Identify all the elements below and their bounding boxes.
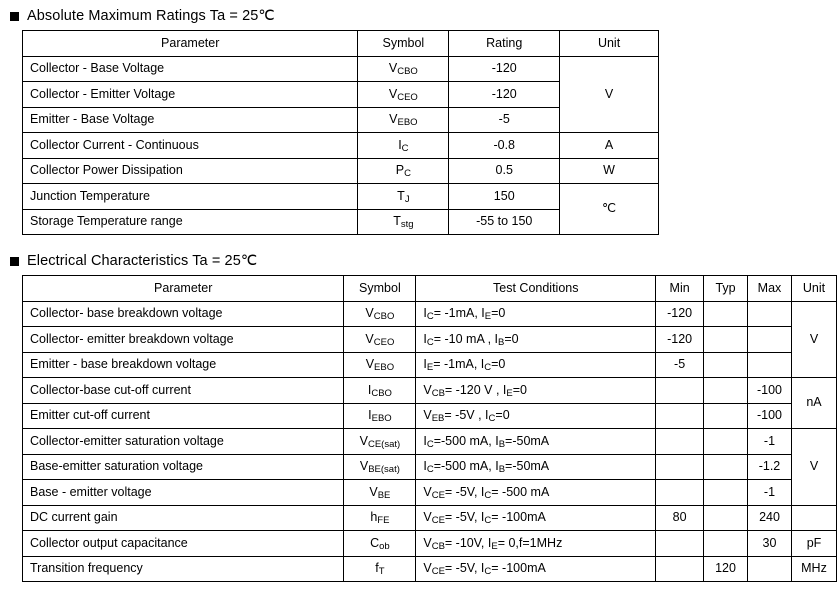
symbol-main: h <box>370 510 378 525</box>
cell-symbol <box>358 158 449 184</box>
cell-symbol <box>344 403 416 429</box>
cell-test-conditions: VCE= -5V, IC= -100mA <box>416 505 656 531</box>
symbol-main: V <box>359 433 368 448</box>
table-row <box>23 531 837 557</box>
cell-unit: MHz <box>791 556 836 582</box>
symbol-subscript: CBO <box>397 66 418 78</box>
cell-rating: -120 <box>449 82 560 108</box>
cell-min <box>656 403 704 429</box>
cell-parameter: Emitter - base breakdown voltage <box>23 352 344 378</box>
cell-min <box>656 480 704 506</box>
cell-max: -100 <box>748 378 792 404</box>
section-heading-electrical-characteristics <box>10 253 840 269</box>
cell-symbol <box>358 184 449 210</box>
table-header-row <box>23 276 837 302</box>
cell-parameter: Emitter - Base Voltage <box>23 107 358 133</box>
table-row <box>23 429 837 455</box>
section-heading-absolute-maximum-ratings <box>10 8 840 24</box>
cell-test-conditions: VCE= -5V, IC= -100mA <box>416 556 656 582</box>
symbol-subscript: EBO <box>374 362 395 374</box>
cell-max: -100 <box>748 403 792 429</box>
cell-typ <box>704 327 748 353</box>
cell-typ: 120 <box>704 556 748 582</box>
cell-min <box>656 429 704 455</box>
square-bullet-icon <box>10 12 19 21</box>
table-row <box>23 352 837 378</box>
cell-symbol <box>344 352 416 378</box>
cell-min <box>656 378 704 404</box>
symbol-main: V <box>365 306 374 321</box>
symbol-subscript: FE <box>377 515 390 527</box>
cell-unit: pF <box>791 531 836 557</box>
cell-typ <box>704 403 748 429</box>
cell-parameter: Collector-base cut-off current <box>23 378 344 404</box>
symbol-subscript: J <box>404 193 410 205</box>
column-header-parameter: Parameter <box>23 31 358 57</box>
table-row <box>23 327 837 353</box>
table-row <box>23 56 659 82</box>
cell-parameter: Collector - Emitter Voltage <box>23 82 358 108</box>
symbol-main: I <box>367 382 372 397</box>
cell-rating: 0.5 <box>449 158 560 184</box>
cell-min: -120 <box>656 327 704 353</box>
cell-parameter: Emitter cut-off current <box>23 403 344 429</box>
symbol-subscript: BE(sat) <box>368 464 400 476</box>
cell-unit: A <box>560 133 659 159</box>
symbol-main: V <box>389 112 398 127</box>
table-row <box>23 301 837 327</box>
cell-typ <box>704 301 748 327</box>
cell-rating: -0.8 <box>449 133 560 159</box>
symbol-main: V <box>388 86 398 101</box>
cell-parameter: Junction Temperature <box>23 184 358 210</box>
symbol-main: f <box>375 561 379 576</box>
cell-symbol <box>344 556 416 582</box>
table-row <box>23 158 659 184</box>
symbol-subscript: EBO <box>397 117 418 129</box>
symbol-main: V <box>388 61 398 76</box>
column-header-unit: Unit <box>560 31 659 57</box>
cell-symbol <box>358 107 449 133</box>
cell-max: 240 <box>748 505 792 531</box>
cell-symbol <box>344 301 416 327</box>
symbol-main: T <box>397 188 405 203</box>
cell-min <box>656 531 704 557</box>
section-title: Absolute Maximum Ratings Ta = 25℃ <box>27 8 275 24</box>
symbol-subscript: CEO <box>373 336 395 348</box>
cell-test-conditions: IC=-500 mA, IB=-50mA <box>416 454 656 480</box>
table-row <box>23 378 837 404</box>
cell-test-conditions: IC=-500 mA, IB=-50mA <box>416 429 656 455</box>
cell-parameter: Collector - Base Voltage <box>23 56 358 82</box>
cell-unit: V <box>791 429 836 506</box>
cell-unit: W <box>560 158 659 184</box>
cell-max: -1 <box>748 480 792 506</box>
symbol-main: P <box>395 163 405 178</box>
symbol-main: V <box>365 331 374 346</box>
cell-typ <box>704 378 748 404</box>
cell-parameter: Storage Temperature range <box>23 209 358 235</box>
cell-max: -1.2 <box>748 454 792 480</box>
cell-symbol <box>344 531 416 557</box>
column-header-max: Max <box>748 276 792 302</box>
absolute-maximum-ratings-table <box>22 30 659 235</box>
column-header-symbol: Symbol <box>358 31 449 57</box>
column-header-unit: Unit <box>791 276 836 302</box>
symbol-subscript: C <box>401 142 409 154</box>
cell-test-conditions: VCB= -120 V , IE=0 <box>416 378 656 404</box>
cell-min <box>656 556 704 582</box>
cell-max <box>748 556 792 582</box>
symbol-subscript: C <box>404 168 411 180</box>
cell-symbol <box>344 429 416 455</box>
cell-symbol <box>344 327 416 353</box>
cell-max <box>748 352 792 378</box>
symbol-subscript: CE(sat) <box>367 438 401 450</box>
cell-test-conditions: IC= -10 mA , IB=0 <box>416 327 656 353</box>
cell-typ <box>704 454 748 480</box>
symbol-subscript: EBO <box>371 413 392 425</box>
cell-min: -5 <box>656 352 704 378</box>
cell-symbol <box>344 378 416 404</box>
cell-parameter: Collector Current - Continuous <box>23 133 358 159</box>
section-title: Electrical Characteristics Ta = 25℃ <box>27 253 258 269</box>
cell-symbol <box>344 480 416 506</box>
table-header-row <box>23 31 659 57</box>
table-row <box>23 184 659 210</box>
cell-min: 80 <box>656 505 704 531</box>
symbol-main: I <box>368 408 372 423</box>
table-row <box>23 505 837 531</box>
cell-test-conditions: IE= -1mA, IC=0 <box>416 352 656 378</box>
cell-rating: 150 <box>449 184 560 210</box>
table-row <box>23 133 659 159</box>
column-header-test-conditions: Test Conditions <box>416 276 656 302</box>
cell-max: -1 <box>748 429 792 455</box>
cell-parameter: Collector Power Dissipation <box>23 158 358 184</box>
cell-parameter: Transition frequency <box>23 556 344 582</box>
cell-typ <box>704 505 748 531</box>
cell-symbol <box>358 82 449 108</box>
column-header-min: Min <box>656 276 704 302</box>
cell-parameter: Collector-emitter saturation voltage <box>23 429 344 455</box>
cell-unit: V <box>791 301 836 378</box>
section-spacer <box>0 235 840 251</box>
table-row <box>23 556 837 582</box>
symbol-subscript: T <box>378 566 385 578</box>
table-row <box>23 480 837 506</box>
symbol-main: V <box>359 459 369 474</box>
cell-symbol <box>358 209 449 235</box>
symbol-subscript: CEO <box>397 91 418 103</box>
cell-max: 30 <box>748 531 792 557</box>
cell-symbol <box>358 133 449 159</box>
cell-unit <box>791 505 836 531</box>
cell-typ <box>704 480 748 506</box>
cell-rating: -5 <box>449 107 560 133</box>
cell-rating: -120 <box>449 56 560 82</box>
cell-parameter: DC current gain <box>23 505 344 531</box>
cell-typ <box>704 531 748 557</box>
cell-test-conditions: VEB= -5V , IC=0 <box>416 403 656 429</box>
column-header-rating: Rating <box>449 31 560 57</box>
cell-unit: ℃ <box>560 184 659 235</box>
symbol-subscript: CBO <box>373 311 395 323</box>
electrical-characteristics-table <box>22 275 837 582</box>
cell-max <box>748 327 792 353</box>
cell-typ <box>704 429 748 455</box>
cell-parameter: Collector- base breakdown voltage <box>23 301 344 327</box>
symbol-subscript: BE <box>377 489 391 501</box>
cell-test-conditions: IC= -1mA, IE=0 <box>416 301 656 327</box>
symbol-main: V <box>369 484 378 499</box>
symbol-subscript: stg <box>400 219 414 231</box>
cell-max <box>748 301 792 327</box>
cell-rating: -55 to 150 <box>449 209 560 235</box>
cell-typ <box>704 352 748 378</box>
column-header-typ: Typ <box>704 276 748 302</box>
cell-test-conditions: VCE= -5V, IC= -500 mA <box>416 480 656 506</box>
cell-test-conditions: VCB= -10V, IE= 0,f=1MHz <box>416 531 656 557</box>
cell-parameter: Base - emitter voltage <box>23 480 344 506</box>
symbol-subscript: CBO <box>371 387 392 399</box>
cell-parameter: Collector- emitter breakdown voltage <box>23 327 344 353</box>
cell-unit: nA <box>791 378 836 429</box>
cell-symbol <box>344 505 416 531</box>
cell-parameter: Collector output capacitance <box>23 531 344 557</box>
table-row <box>23 454 837 480</box>
symbol-main: I <box>398 137 402 152</box>
column-header-symbol: Symbol <box>344 276 416 302</box>
cell-symbol <box>358 56 449 82</box>
table-row <box>23 403 837 429</box>
cell-min: -120 <box>656 301 704 327</box>
symbol-main: C <box>370 535 380 550</box>
square-bullet-icon <box>10 257 19 266</box>
symbol-main: V <box>365 357 375 372</box>
cell-min <box>656 454 704 480</box>
symbol-subscript: ob <box>379 540 390 552</box>
symbol-main: T <box>393 214 401 229</box>
cell-unit: V <box>560 56 659 133</box>
cell-parameter: Base-emitter saturation voltage <box>23 454 344 480</box>
cell-symbol <box>344 454 416 480</box>
column-header-parameter: Parameter <box>23 276 344 302</box>
